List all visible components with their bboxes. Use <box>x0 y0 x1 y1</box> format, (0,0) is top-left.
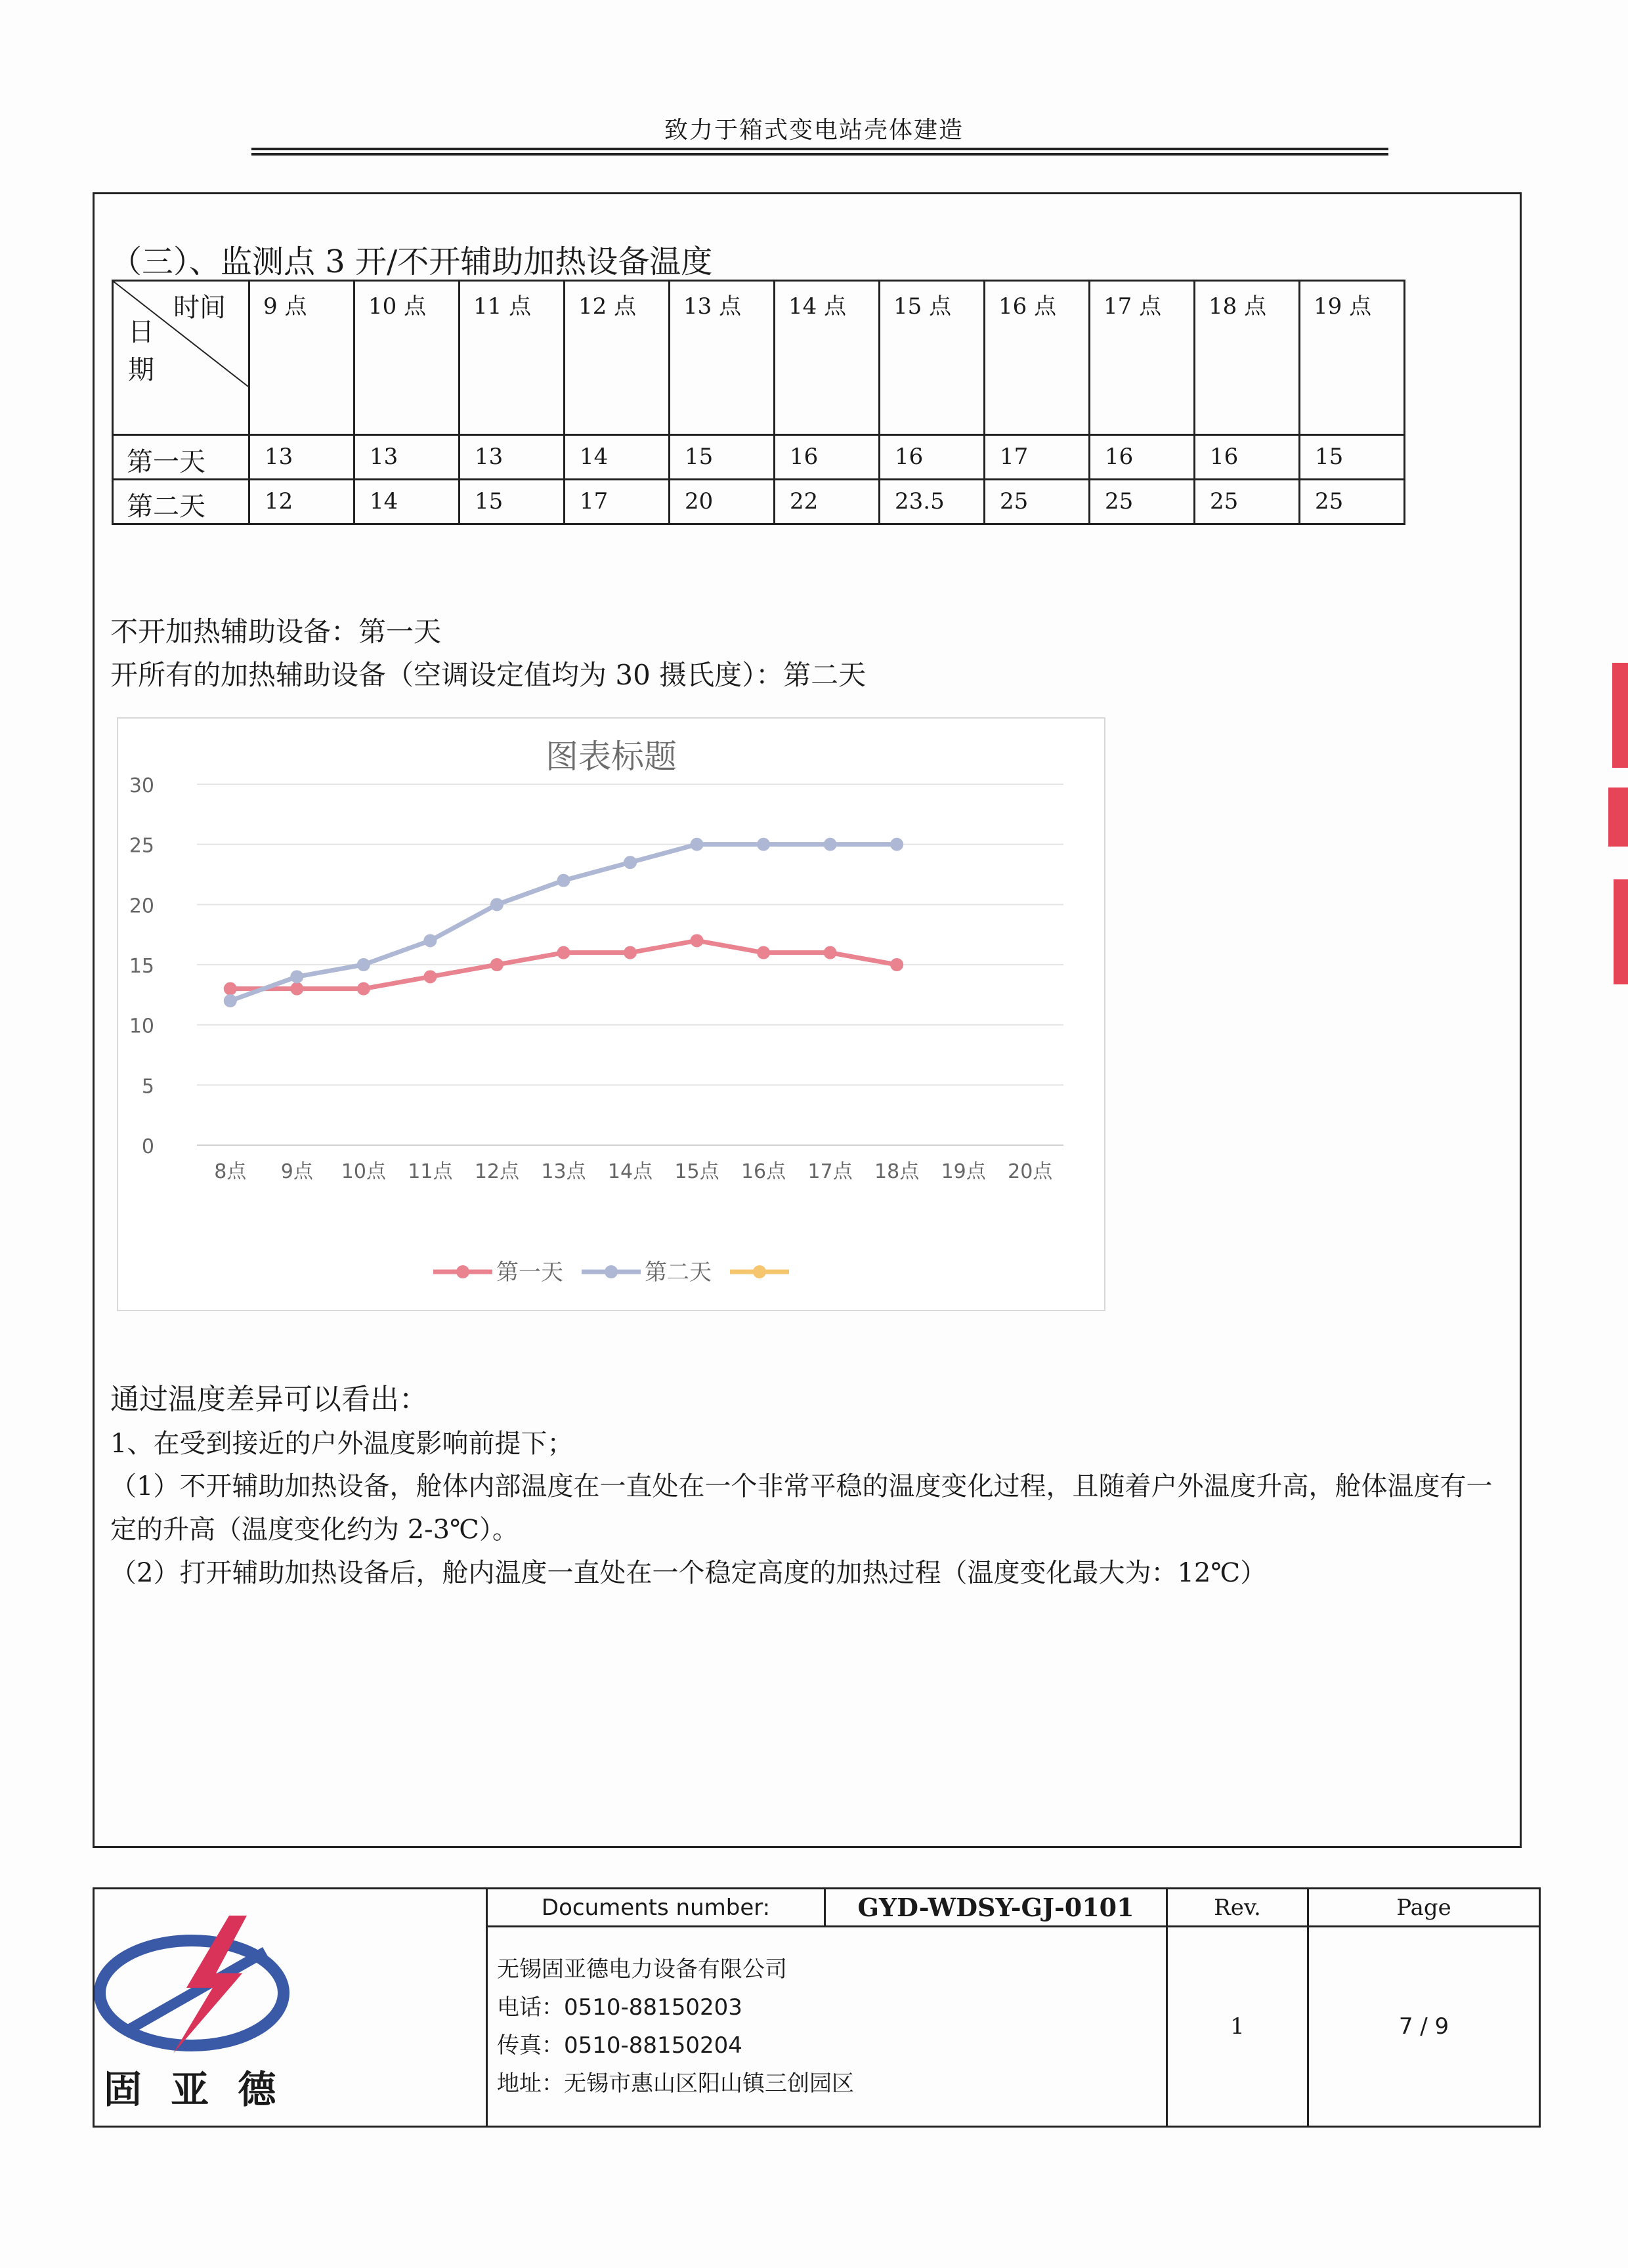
table-header-hour: 15 点 <box>880 281 985 435</box>
table-header-hour: 19 点 <box>1300 281 1405 435</box>
table-cell: 16 <box>1195 435 1300 480</box>
doc-number-label: Documents number: <box>487 1889 825 1927</box>
header-slogan: 致力于箱式变电站壳体建造 <box>664 117 964 144</box>
data-point <box>824 946 837 959</box>
table-cell: 16 <box>880 435 985 480</box>
section-title: （三）、监测点 3 开/不开辅助加热设备温度 <box>110 243 713 280</box>
table-cell: 25 <box>985 480 1090 524</box>
table-corner-cell <box>113 281 249 435</box>
x-tick-label: 15点 <box>674 1160 719 1183</box>
row-label: 第一天 <box>113 435 249 480</box>
table-header-hour: 14 点 <box>775 281 880 435</box>
table-cell: 13 <box>249 435 354 480</box>
y-tick-label: 25 <box>129 834 154 858</box>
table-cell: 17 <box>565 480 670 524</box>
logo-text: 固 亚 德 <box>104 2067 284 2112</box>
data-point <box>290 982 303 996</box>
x-tick-label: 11点 <box>408 1160 453 1183</box>
company-name: 无锡固亚德电力设备有限公司 <box>497 1956 787 1983</box>
legend-label-1: 第一天 <box>496 1259 563 1286</box>
y-tick-label: 5 <box>141 1075 154 1099</box>
conclusion-point-2: （1）不开辅助加热设备，舱体内部温度在一直处在一个非常平稳的温度变化过程，且随着户外温度升高，舱体温度有一定的升高（温度变化约为 2-3℃）。 <box>110 1471 1493 1545</box>
x-tick-label: 16点 <box>740 1160 786 1183</box>
data-point <box>423 934 437 947</box>
data-point <box>757 838 770 851</box>
table-cell: 25 <box>1195 480 1300 524</box>
table-cell: 15 <box>1300 435 1405 480</box>
company-info <box>487 1927 1167 2127</box>
data-point <box>490 898 503 911</box>
table-cell: 16 <box>1090 435 1195 480</box>
legend-label-2: 第二天 <box>645 1259 712 1286</box>
header-rule-bottom <box>251 153 1388 156</box>
x-tick-label: 19点 <box>941 1160 986 1183</box>
y-tick-label: 30 <box>129 774 154 797</box>
data-point <box>624 856 637 869</box>
footer-table <box>93 1887 1541 2128</box>
table-cell: 20 <box>670 480 775 524</box>
table-header-hour: 16 点 <box>985 281 1090 435</box>
table-cell: 25 <box>1300 480 1405 524</box>
table-header-hour: 10 点 <box>354 281 460 435</box>
x-tick-label: 20点 <box>1008 1160 1053 1183</box>
data-point <box>691 934 704 947</box>
company-address: 地址：无锡市惠山区阳山镇三创园区 <box>497 2070 854 2097</box>
data-point <box>224 982 237 996</box>
data-point <box>890 838 903 851</box>
data-point <box>557 874 570 887</box>
data-point <box>890 958 903 971</box>
corner-date-label: 日 期 <box>128 317 154 385</box>
conclusion-point-3: （2）打开辅助加热设备后，舱内温度一直处在一个稳定高度的加热过程（温度变化最大为：12℃） <box>110 1558 1267 1588</box>
table-cell: 22 <box>775 480 880 524</box>
legend-marker-2 <box>605 1265 618 1278</box>
table-cell: 13 <box>460 435 565 480</box>
table-cell: 17 <box>985 435 1090 480</box>
data-point <box>224 994 237 1007</box>
note-day2: 开所有的加热辅助设备（空调设定值均为 30 摄氏度）：第二天 <box>110 659 867 691</box>
rev-label: Rev. <box>1167 1889 1308 1927</box>
company-fax: 传真：0510-88150204 <box>497 2032 742 2059</box>
x-tick-label: 10点 <box>341 1160 386 1183</box>
data-point <box>290 970 303 983</box>
series-line-2 <box>230 845 897 1001</box>
table-header-hour: 13 点 <box>670 281 775 435</box>
data-point <box>357 958 370 971</box>
legend-marker-1 <box>456 1265 469 1278</box>
conclusion-point-1: 1、在受到接近的户外温度影响前提下； <box>110 1429 574 1459</box>
table-cell: 14 <box>565 435 670 480</box>
row-label: 第二天 <box>113 480 249 524</box>
data-point <box>757 946 770 959</box>
y-tick-label: 0 <box>141 1135 154 1158</box>
legend-marker-3 <box>753 1265 766 1278</box>
table-cell: 16 <box>775 435 880 480</box>
data-point <box>490 958 503 971</box>
corner-time-label: 时间 <box>173 293 226 323</box>
table-cell: 23.5 <box>880 480 985 524</box>
table-header-hour: 12 点 <box>565 281 670 435</box>
data-point <box>691 838 704 851</box>
x-tick-label: 8点 <box>214 1160 247 1183</box>
data-point <box>557 946 570 959</box>
data-point <box>423 970 437 983</box>
table-cell: 13 <box>354 435 460 480</box>
x-tick-label: 18点 <box>874 1160 920 1183</box>
page-value: 7 / 9 <box>1308 1927 1540 2127</box>
temperature-table <box>112 280 1405 525</box>
x-tick-label: 17点 <box>807 1160 853 1183</box>
data-point <box>357 982 370 996</box>
page-label: Page <box>1308 1889 1540 1927</box>
table-row-day1 <box>113 435 1405 480</box>
x-tick-label: 13点 <box>541 1160 586 1183</box>
chart-canvas <box>118 719 1104 1310</box>
table-cell: 15 <box>460 480 565 524</box>
company-logo-cell <box>94 1889 487 2127</box>
data-point <box>624 946 637 959</box>
company-phone: 电话：0510-88150203 <box>497 1994 742 2021</box>
table-header-hour: 18 点 <box>1195 281 1300 435</box>
table-cell: 15 <box>670 435 775 480</box>
table-row-day2 <box>113 480 1405 524</box>
line-chart <box>117 717 1105 1311</box>
y-tick-label: 20 <box>129 894 154 918</box>
red-stamp-edge <box>1600 656 1628 998</box>
table-header-hour: 9 点 <box>249 281 354 435</box>
table-cell: 25 <box>1090 480 1195 524</box>
table-cell: 14 <box>354 480 460 524</box>
data-point <box>824 838 837 851</box>
x-tick-label: 12点 <box>474 1160 520 1183</box>
company-logo <box>95 1889 486 2086</box>
x-tick-label: 9点 <box>280 1160 313 1183</box>
chart-title: 图表标题 <box>546 738 677 776</box>
table-cell: 12 <box>249 480 354 524</box>
x-tick-label: 14点 <box>607 1160 653 1183</box>
table-header-hour: 17 点 <box>1090 281 1195 435</box>
conclusion-heading: 通过温度差异可以看出： <box>110 1383 428 1416</box>
header-rule-top <box>251 148 1388 150</box>
rev-value: 1 <box>1167 1927 1308 2127</box>
note-day1: 不开加热辅助设备：第一天 <box>110 616 442 648</box>
y-tick-label: 10 <box>129 1015 154 1038</box>
table-header-hour: 11 点 <box>460 281 565 435</box>
y-tick-label: 15 <box>129 955 154 978</box>
doc-number-value: GYD-WDSY-GJ-0101 <box>825 1889 1167 1927</box>
